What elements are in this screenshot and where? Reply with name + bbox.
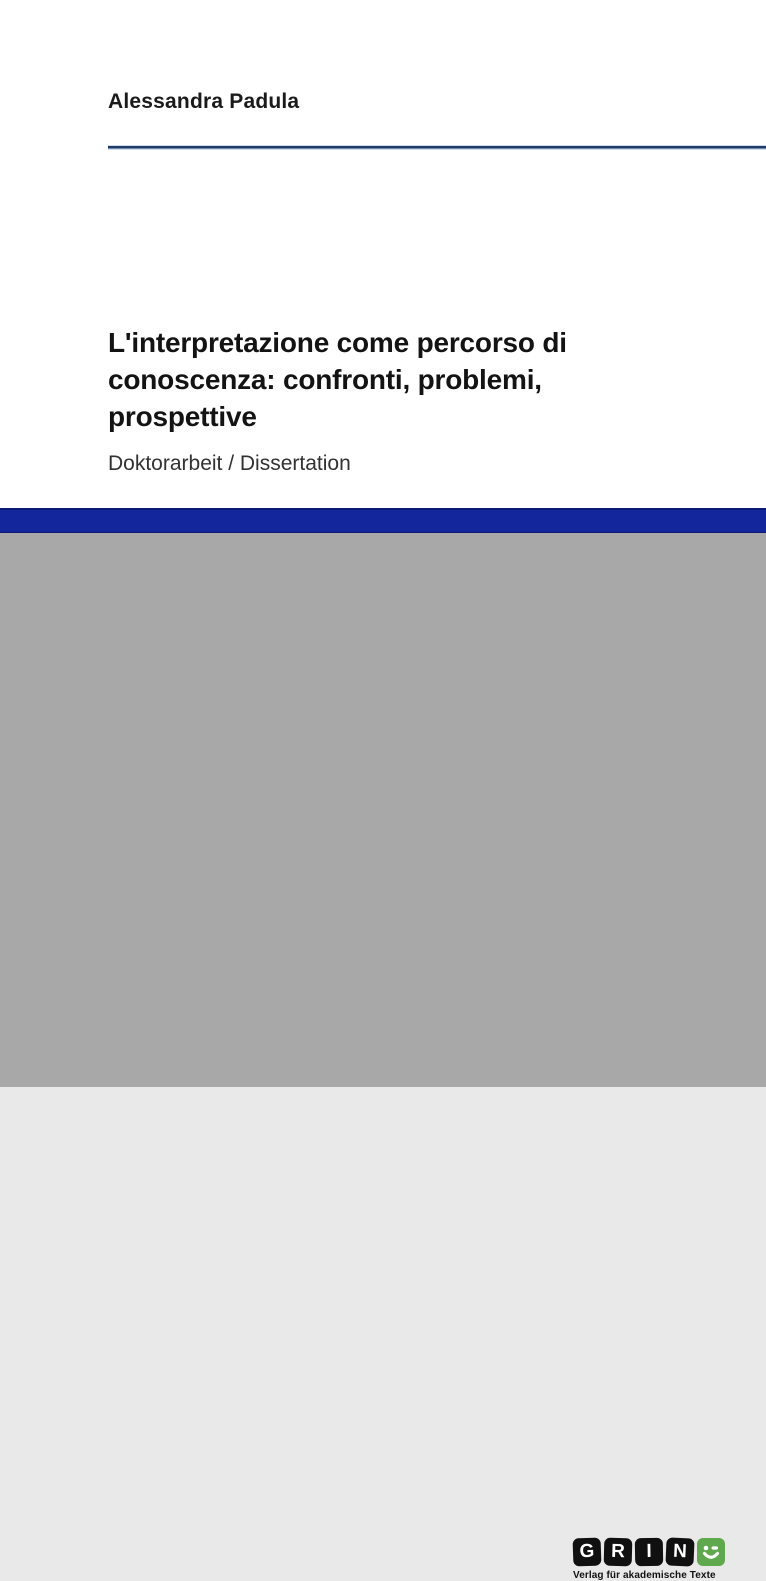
publisher-logo	[573, 1538, 733, 1581]
logo-letter-tile-n: N	[665, 1537, 694, 1566]
publisher-tagline: Verlag für akademische Texte	[573, 1570, 716, 1581]
winking-smiley-icon	[697, 1538, 725, 1566]
logo-letter-tile-i: I	[635, 1538, 663, 1566]
lower-gray-panel	[0, 533, 766, 1581]
book-subtitle: Doktorarbeit / Dissertation	[108, 452, 351, 475]
book-title: L'interpretazione come percorso di conoscenza: confronti, problemi, prospettive	[108, 327, 567, 432]
accent-band	[0, 508, 766, 533]
header-divider-rule	[108, 145, 766, 150]
logo-letter-tile-r: R	[604, 1538, 633, 1567]
logo-letter-tile-g: G	[573, 1538, 602, 1567]
author-name: Alessandra Padula	[108, 90, 300, 113]
logo-tile-row	[573, 1538, 733, 1566]
